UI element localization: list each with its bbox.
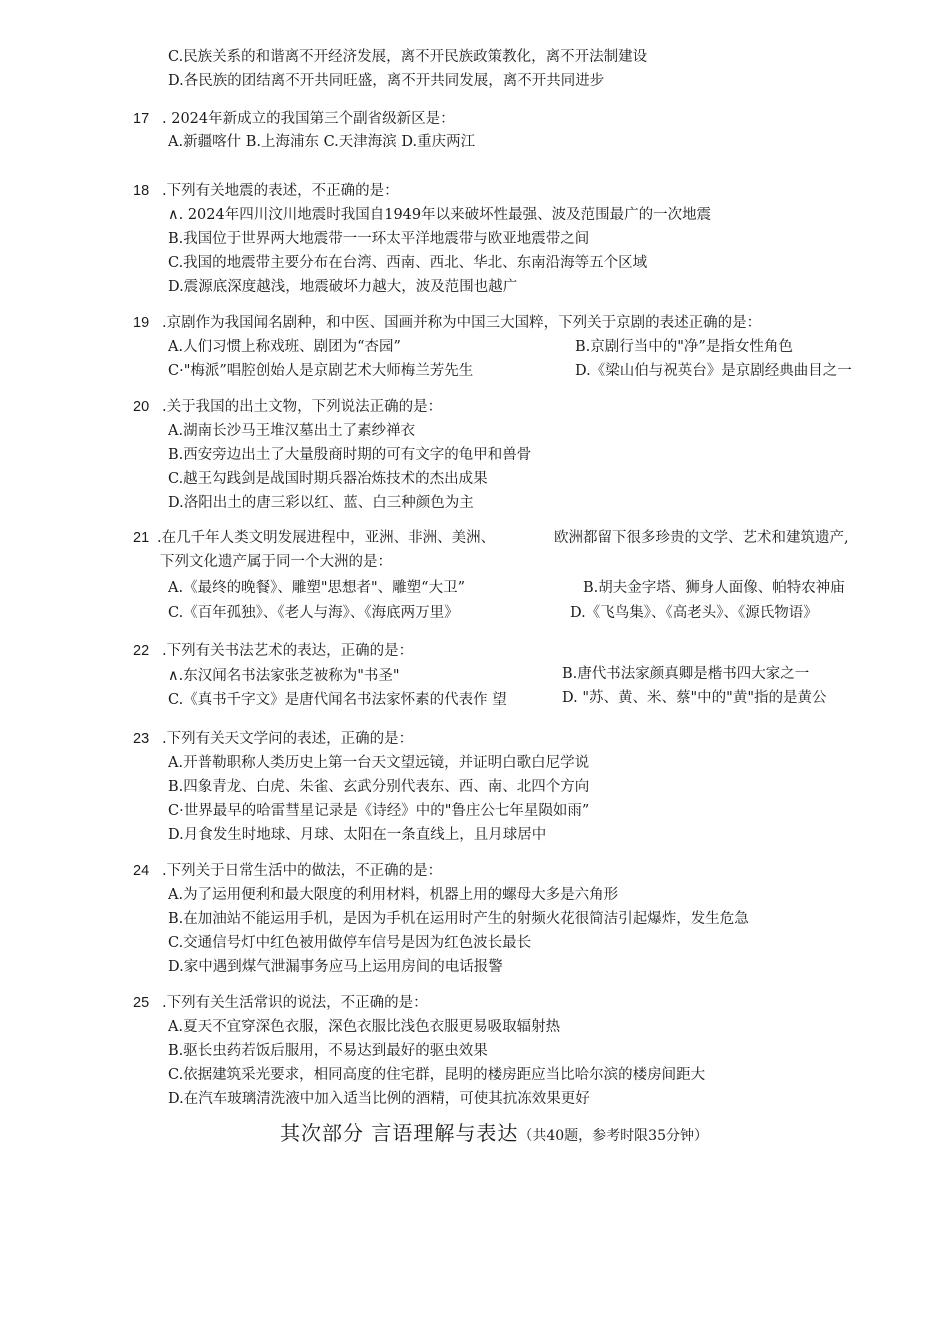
option-a: A.《最终的晚餐》、雕塑"思想者"、雕塑“大卫”: [168, 580, 465, 596]
question-number: 21: [133, 530, 150, 546]
question-stem: .下列有关天文学问的表述，正确的是：: [162, 731, 414, 747]
question-number: 22: [133, 643, 150, 659]
option-d: D.震源底深度越浅，地震破坏力越大，波及范围也越广: [168, 279, 518, 295]
option-a: A.人们习惯上称戏班、剧团为“杏园”: [168, 339, 401, 355]
question-stem: . 2024年新成立的我国第三个副省级新区是：: [162, 111, 455, 127]
question-stem-continued: 欧洲都留下很多珍贵的文学、艺术和建筑遗产,: [554, 530, 849, 546]
option-c: C.交通信号灯中红色被用做停车信号是因为红色波长最长: [168, 935, 532, 951]
question-stem: .关于我国的出土文物，下列说法正确的是：: [162, 399, 443, 415]
option-a: A.为了运用便利和最大限度的利用材料，机器上用的螺母大多是六角形: [168, 887, 619, 903]
option-a: A.开普勒职称人类历史上第一台天文望远镜，并证明白歌白尼学说: [168, 755, 590, 771]
question-stem: .在几千年人类文明发展进程中，亚洲、非洲、美洲、: [157, 530, 496, 546]
option-b: B.唐代书法家颜真卿是楷书四大家之一: [562, 666, 810, 682]
option-line: A.新疆喀什 B.上海浦东 C.天津海滨 D.重庆两江: [168, 134, 476, 150]
question-number: 19: [133, 315, 150, 331]
option-d-prev: D.各民族的团结离不开共同旺盛，离不开共同发展，离不开共同进步: [168, 73, 605, 89]
option-b: B.我国位于世界两大地震带一一环太平洋地震带与欧亚地震带之间: [168, 231, 590, 247]
option-c: C.我国的地震带主要分布在台湾、西南、西北、华北、东南沿海等五个区域: [168, 255, 648, 271]
question-stem: .下列关于日常生活中的做法，不正确的是：: [162, 863, 443, 879]
question-number: 20: [133, 399, 150, 415]
option-b: B.驱长虫药若饭后服用，不易达到最好的驱虫效果: [168, 1043, 488, 1059]
option-c: C.《真书千字文》是唐代闻名书法家怀素的代表作 望: [168, 692, 507, 708]
question-stem: .下列有关书法艺术的表达，正确的是：: [162, 643, 414, 659]
question-number: 23: [133, 731, 150, 747]
option-c: C.《百年孤独》、《老人与海》、《海底两万里》: [168, 605, 459, 621]
option-b: B.在加油站不能运用手机，是因为手机在运用时产生的射频火花很简洁引起爆炸，发生危急: [168, 911, 749, 927]
option-b: B.胡夫金字塔、狮身人面像、帕特农神庙: [583, 580, 845, 596]
option-a: ∧.东汉闻名书法家张芝被称为"书圣": [168, 668, 400, 684]
option-c: C.越王勾践剑是战国时期兵器冶炼技术的杰出成果: [168, 471, 488, 487]
option-b: B.京剧行当中的"净”是指女性角色: [575, 339, 793, 355]
option-b: B.四象青龙、白虎、朱雀、玄武分别代表东、西、南、北四个方向: [168, 779, 590, 795]
question-number: 18: [133, 183, 150, 199]
section-title: [280, 1121, 708, 1148]
section-note: （共40题，参考时限35分钟）: [518, 1128, 708, 1144]
option-d: D.在汽车玻璃清洗液中加入适当比例的酒精，可使其抗冻效果更好: [168, 1091, 590, 1107]
option-c-prev: C.民族关系的和谐离不开经济发展，离不开民族政策教化，离不开法制建设: [168, 49, 648, 65]
option-c: C·"梅派”唱腔创始人是京剧艺术大师梅兰芳先生: [168, 363, 474, 379]
section-title-text: 其次部分 言语理解与表达: [280, 1121, 519, 1145]
option-d: D.家中遇到煤气泄漏事务应马上运用房间的电话报警: [168, 959, 503, 975]
option-c: C·世界最早的哈雷彗星记录是《诗经》中的"鲁庄公七年星陨如雨”: [168, 803, 590, 819]
question-number: 25: [133, 995, 150, 1011]
option-d: D.《梁山伯与祝英台》是京剧经典曲目之一: [575, 363, 852, 379]
option-a: A.湖南长沙马王堆汉墓出土了素纱禅衣: [168, 423, 416, 439]
option-c: C.依据建筑采光要求，相同高度的住宅群，昆明的楼房距应当比哈尔滨的楼房间距大: [168, 1067, 706, 1083]
option-d: D.月食发生时地球、月球、太阳在一条直线上，且月球居中: [168, 827, 547, 843]
option-d: D. "苏、黄、米、蔡"中的"黄"指的是黄公: [562, 690, 827, 706]
question-stem: .下列有关生活常识的说法，不正确的是：: [162, 995, 428, 1011]
question-stem: .下列有关地震的表述，不正确的是：: [162, 183, 399, 199]
option-a: A.夏天不宜穿深色衣服，深色衣服比浅色衣服更易吸取辐射热: [168, 1019, 561, 1035]
option-a: ∧. 2024年四川汶川地震时我国自1949年以来破坏性最强、波及范围最广的一次地震: [168, 207, 712, 223]
question-number: 17: [133, 111, 150, 127]
question-number: 24: [133, 863, 150, 879]
option-d: D.《飞鸟集》、《高老头》、《源氏物语》: [570, 605, 818, 621]
option-b: B.西安旁边出土了大量殷商时期的可有文字的龟甲和兽骨: [168, 447, 532, 463]
question-stem: .京剧作为我国闻名剧种，和中医、国画并称为中国三大国粹，下列关于京剧的表述正确的是：: [162, 315, 762, 331]
question-stem-line2: 下列文化遗产属于同一个大洲的是：: [160, 554, 392, 570]
option-d: D.洛阳出土的唐三彩以红、蓝、白三种颜色为主: [168, 495, 474, 511]
